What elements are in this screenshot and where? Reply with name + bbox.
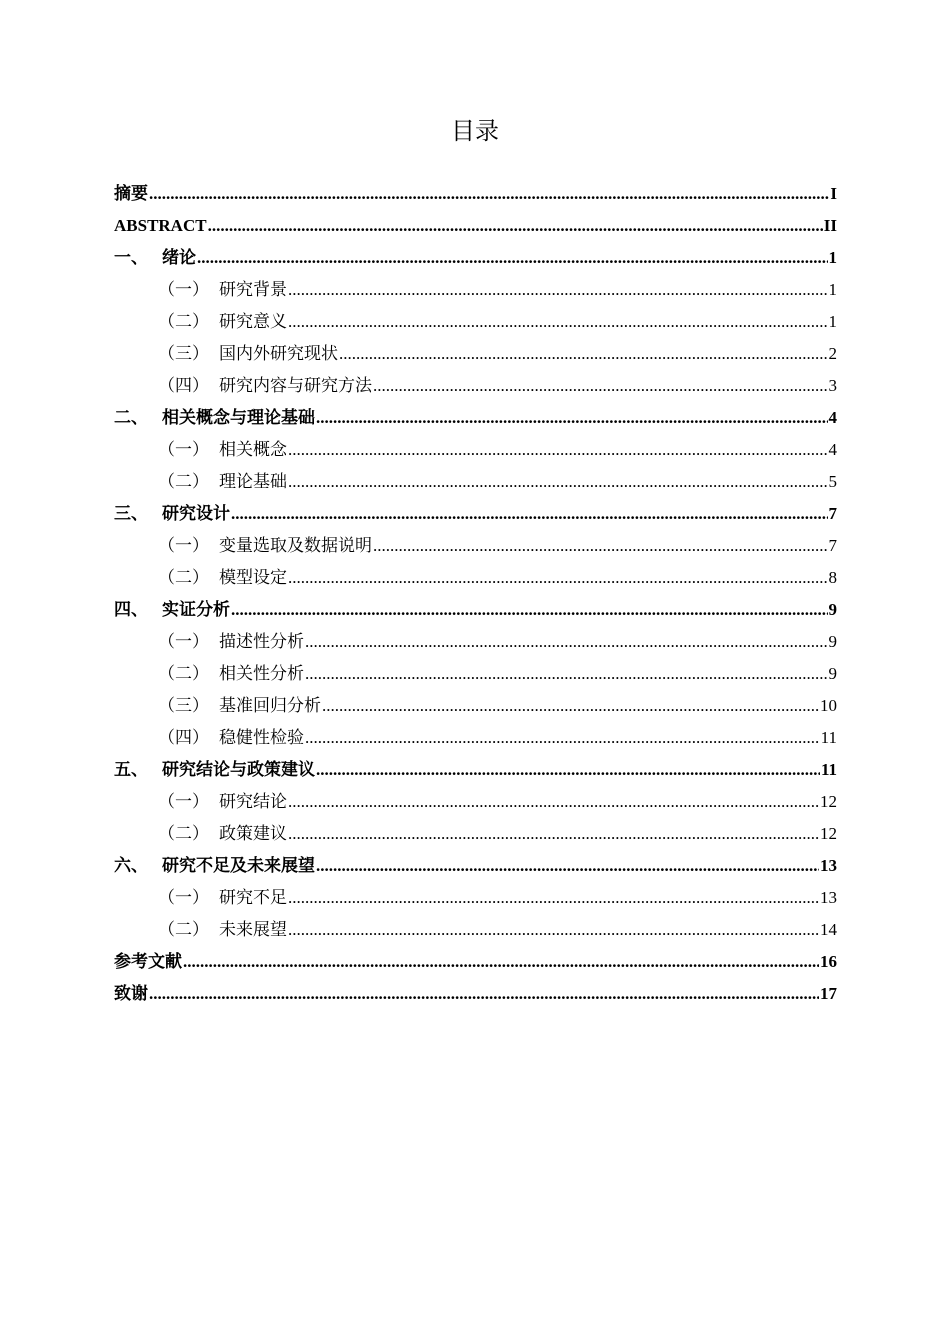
toc-dot-leader xyxy=(231,594,828,626)
toc-entry-page: 13 xyxy=(820,856,837,875)
table-of-contents xyxy=(114,178,837,1010)
toc-entry[interactable] xyxy=(114,274,837,306)
toc-dot-leader xyxy=(231,498,828,530)
toc-entry-label: 未来展望 xyxy=(219,920,287,939)
toc-dot-leader xyxy=(288,434,828,466)
toc-entry-number: （二） xyxy=(158,664,209,683)
toc-entry-number: （一） xyxy=(158,792,209,811)
toc-entry-page: 4 xyxy=(828,408,837,427)
toc-entry-label: 模型设定 xyxy=(219,568,287,587)
toc-entry-label: 摘要 xyxy=(114,184,148,203)
toc-dot-leader xyxy=(305,722,820,754)
toc-entry-page: II xyxy=(823,216,837,235)
toc-entry-number: 五、 xyxy=(114,760,148,779)
toc-entry-page: 12 xyxy=(820,792,837,811)
toc-dot-leader xyxy=(305,626,828,658)
toc-dot-leader xyxy=(316,402,828,434)
toc-entry-page: 16 xyxy=(820,952,837,971)
toc-entry-label: 研究设计 xyxy=(162,504,230,523)
toc-entry-label: 稳健性检验 xyxy=(219,728,304,747)
toc-entry-label: 基准回归分析 xyxy=(219,696,321,715)
toc-entry-page: 5 xyxy=(828,472,837,491)
toc-entry-page: 7 xyxy=(828,536,837,555)
toc-entry-page: 11 xyxy=(820,728,837,747)
toc-dot-leader xyxy=(288,786,819,818)
toc-dot-leader xyxy=(288,306,828,338)
toc-entry-label: 研究背景 xyxy=(219,280,287,299)
toc-dot-leader xyxy=(288,562,828,594)
toc-dot-leader xyxy=(373,530,828,562)
toc-entry-page: 10 xyxy=(820,696,837,715)
toc-entry-label: 相关性分析 xyxy=(219,664,304,683)
toc-entry-page: 4 xyxy=(828,440,837,459)
toc-entry-label: 致谢 xyxy=(114,984,148,1003)
toc-entry[interactable] xyxy=(114,562,837,594)
toc-entry[interactable] xyxy=(114,210,837,242)
toc-entry[interactable] xyxy=(114,882,837,914)
toc-dot-leader xyxy=(339,338,828,370)
toc-entry[interactable] xyxy=(114,306,837,338)
toc-dot-leader xyxy=(208,210,823,242)
toc-entry[interactable] xyxy=(114,338,837,370)
toc-entry-number: 一、 xyxy=(114,248,148,267)
toc-entry[interactable] xyxy=(114,242,837,274)
toc-entry-number: （一） xyxy=(158,536,209,555)
toc-dot-leader xyxy=(305,658,828,690)
toc-entry-label: 研究不足及未来展望 xyxy=(162,856,315,875)
toc-dot-leader xyxy=(149,978,819,1010)
toc-entry-number: （一） xyxy=(158,888,209,907)
toc-entry-page: 1 xyxy=(828,248,837,267)
toc-entry-number: 三、 xyxy=(114,504,148,523)
toc-entry[interactable] xyxy=(114,370,837,402)
toc-entry-number: （三） xyxy=(158,696,209,715)
toc-entry-page: 11 xyxy=(820,760,837,779)
toc-entry-page: 7 xyxy=(828,504,837,523)
toc-entry-label: 研究内容与研究方法 xyxy=(219,376,372,395)
toc-entry-number: 二、 xyxy=(114,408,148,427)
toc-entry-page: 9 xyxy=(828,600,837,619)
toc-entry-number: （二） xyxy=(158,568,209,587)
toc-entry-page: 2 xyxy=(828,344,837,363)
toc-entry-label: 研究结论 xyxy=(219,792,287,811)
toc-entry-page: 13 xyxy=(820,888,837,907)
toc-dot-leader xyxy=(288,818,819,850)
toc-entry-label: 变量选取及数据说明 xyxy=(219,536,372,555)
toc-entry[interactable] xyxy=(114,978,837,1010)
toc-entry[interactable] xyxy=(114,690,837,722)
toc-entry-label: 理论基础 xyxy=(219,472,287,491)
toc-entry[interactable] xyxy=(114,626,837,658)
toc-entry-label: 绪论 xyxy=(162,248,196,267)
toc-entry-number: （一） xyxy=(158,280,209,299)
toc-entry-number: （二） xyxy=(158,920,209,939)
toc-entry[interactable] xyxy=(114,722,837,754)
toc-entry[interactable] xyxy=(114,466,837,498)
toc-entry-page: 14 xyxy=(820,920,837,939)
toc-entry-page: 12 xyxy=(820,824,837,843)
toc-entry-label: ABSTRACT xyxy=(114,216,207,235)
toc-entry-number: （二） xyxy=(158,824,209,843)
toc-dot-leader xyxy=(183,946,819,978)
toc-dot-leader xyxy=(288,466,828,498)
toc-entry[interactable] xyxy=(114,658,837,690)
toc-entry-label: 研究不足 xyxy=(219,888,287,907)
toc-dot-leader xyxy=(149,178,829,210)
toc-entry[interactable] xyxy=(114,786,837,818)
toc-entry[interactable] xyxy=(114,434,837,466)
toc-entry-number: 四、 xyxy=(114,600,148,619)
toc-entry-page: 1 xyxy=(828,312,837,331)
toc-entry-number: （二） xyxy=(158,312,209,331)
toc-entry-label: 相关概念 xyxy=(219,440,287,459)
toc-entry[interactable] xyxy=(114,914,837,946)
toc-entry-label: 政策建议 xyxy=(219,824,287,843)
toc-entry-page: 8 xyxy=(828,568,837,587)
toc-entry-number: （四） xyxy=(158,728,209,747)
toc-entry[interactable] xyxy=(114,530,837,562)
toc-entry-label: 研究结论与政策建议 xyxy=(162,760,315,779)
page-title: 目录 xyxy=(451,117,499,145)
toc-entry-label: 参考文献 xyxy=(114,952,182,971)
toc-entry[interactable] xyxy=(114,946,837,978)
toc-dot-leader xyxy=(316,754,820,786)
toc-entry-number: （三） xyxy=(158,344,209,363)
toc-entry-number: （四） xyxy=(158,376,209,395)
toc-entry-label: 研究意义 xyxy=(219,312,287,331)
toc-entry-page: 3 xyxy=(828,376,837,395)
toc-entry-label: 实证分析 xyxy=(162,600,230,619)
toc-entry[interactable] xyxy=(114,498,837,530)
toc-entry[interactable] xyxy=(114,850,837,882)
toc-entry[interactable] xyxy=(114,402,837,434)
toc-entry[interactable] xyxy=(114,594,837,626)
toc-dot-leader xyxy=(288,914,819,946)
toc-dot-leader xyxy=(288,882,819,914)
toc-entry-page: I xyxy=(830,184,837,203)
toc-entry-page: 1 xyxy=(828,280,837,299)
toc-entry-label: 相关概念与理论基础 xyxy=(162,408,315,427)
toc-entry-number: （二） xyxy=(158,472,209,491)
toc-entry-page: 9 xyxy=(828,664,837,683)
toc-entry[interactable] xyxy=(114,818,837,850)
toc-dot-leader xyxy=(288,274,828,306)
toc-entry-page: 9 xyxy=(828,632,837,651)
toc-entry-label: 描述性分析 xyxy=(219,632,304,651)
toc-entry-number: （一） xyxy=(158,632,209,651)
toc-entry-label: 国内外研究现状 xyxy=(219,344,338,363)
toc-dot-leader xyxy=(316,850,819,882)
toc-entry-number: （一） xyxy=(158,440,209,459)
toc-entry[interactable] xyxy=(114,178,837,210)
toc-entry-number: 六、 xyxy=(114,856,148,875)
toc-dot-leader xyxy=(322,690,819,722)
toc-dot-leader xyxy=(373,370,828,402)
toc-entry-page: 17 xyxy=(820,984,837,1003)
toc-dot-leader xyxy=(197,242,828,274)
toc-entry[interactable] xyxy=(114,754,837,786)
